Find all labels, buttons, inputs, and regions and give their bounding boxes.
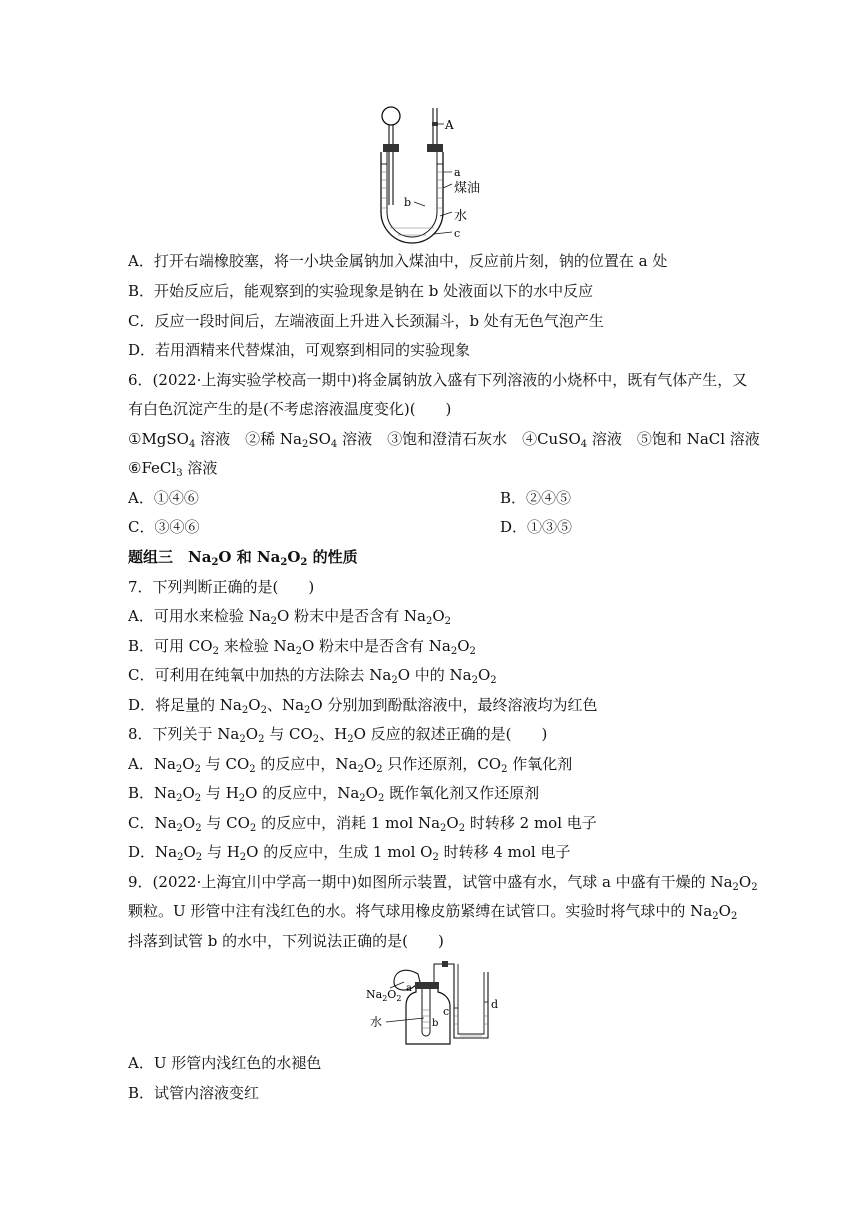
q9-option-a: A．U 形管内浅红色的水褪色 (128, 1054, 322, 1072)
test-tube-b (422, 989, 430, 1036)
label-water: 水 (370, 1015, 383, 1029)
q9-option-b: B．试管内溶液变红 (128, 1084, 260, 1102)
q5-option-a: A．打开右端橡胶塞，将一小块金属钠加入煤油中，反应前片刻，钠的位置在 a 处 (128, 252, 668, 270)
q6-solution-list-line2: ⑥FeCl$_3$ 溶液 (128, 459, 218, 479)
q6-option-b: B．②④⑤ (500, 489, 572, 507)
label-A: A (445, 118, 454, 132)
group3-title: 题组三 $Na_2O$ 和 $Na_2O_2$ 的性质 (128, 548, 358, 568)
label-d: d (491, 998, 499, 1011)
q9-stem-line2: 颗粒。U 形管中注有浅红色的水。将气球用橡皮筋紧缚在试管口。实验时将气球中的 $Na_2O_2$ (128, 902, 738, 922)
label-kerosene: 煤油 (454, 181, 480, 196)
q6-options-row1 (128, 487, 748, 509)
q6-options-row2 (128, 516, 748, 538)
q7-option-b: B．可用 $CO_2$ 来检验 $Na_2O$ 粉末中是否含有 $Na_2O_2$ (128, 637, 476, 657)
q5-option-c: C．反应一段时间后，左端液面上升进入长颈漏斗，b 处有无色气泡产生 (128, 312, 604, 330)
q5-option-d: D．若用酒精来代替煤油，可观察到相同的实验现象 (128, 341, 471, 359)
funnel-bulb (382, 107, 400, 125)
label-a: a (454, 166, 461, 179)
q7-option-c: C．可利用在纯氧中加热的方法除去 $Na_2O$ 中的 $Na_2O_2$ (128, 666, 497, 686)
balloon-test-tube-figure (364, 958, 512, 1050)
q8-stem: 8．下列关于 $Na_2O_2$ 与 $CO_2$、$H_2O$ 反应的叙述正确的是( ) (128, 725, 548, 745)
q5-option-b: B．开始反应后，能观察到的实验现象是钠在 b 处液面以下的水中反应 (128, 282, 594, 300)
q9-stem-line3: 抖落到试管 b 的水中，下列说法正确的是( ) (128, 932, 444, 950)
q8-option-c: C．$Na_2O_2$ 与 $CO_2$ 的反应中，消耗 1 mol $Na_2O_2$ 时转移 2 mol 电子 (128, 814, 597, 834)
right-stopper (427, 144, 443, 152)
q7-stem: 7．下列判断正确的是( ) (128, 578, 315, 596)
u-tube-c-d (452, 964, 488, 1038)
bottle-stopper (415, 982, 439, 989)
label-c: c (454, 227, 461, 240)
label-b: b (432, 1018, 439, 1029)
q7-option-d: D．将足量的 $Na_2O_2$、$Na_2O$ 分别加到酚酞溶液中，最终溶液均为红色 (128, 696, 598, 716)
q9-stem-line1: 9．(2022·上海宜川中学高一期中)如图所示装置，试管中盛有水，气球 a 中盛有干燥的 $Na_2O_2$ (128, 873, 758, 893)
label-na2o2: $Na_2O_2$ (366, 988, 402, 1003)
q6-stem-line1: 6．(2022·上海实验学校高一期中)将金属钠放入盛有下列溶液的小烧杯中，既有气体产生，又 (128, 371, 748, 389)
q8-option-b: B．$Na_2O_2$ 与 $H_2O$ 的反应中，$Na_2O_2$ 既作氧化剂又作还原剂 (128, 784, 540, 804)
q6-option-c: C．③④⑥ (128, 518, 200, 536)
q6-option-d: D．①③⑤ (500, 518, 573, 536)
label-b: b (404, 196, 412, 209)
q8-option-d: D．$Na_2O_2$ 与 $H_2O$ 的反应中，生成 1 mol $O_2$ 时转移 4 mol 电子 (128, 843, 571, 863)
label-water: 水 (454, 209, 468, 224)
q6-stem-line2: 有白色沉淀产生的是(不考虑溶液温度变化)( ) (128, 400, 452, 418)
q6-option-a: A．①④⑥ (128, 489, 199, 507)
label-c: c (443, 1005, 450, 1018)
q6-solution-list: ①MgSO$_4$ 溶液 ②稀 $Na_2SO_4$ 溶液 ③饱和澄清石灰水 ④CuSO$_4$ 溶液 ⑤饱和 NaCl 溶液 (128, 430, 760, 450)
q7-option-a: A．可用水来检验 $Na_2O$ 粉末中是否含有 $Na_2O_2$ (128, 607, 452, 627)
q8-option-a: A．$Na_2O_2$ 与 $CO_2$ 的反应中，$Na_2O_2$ 只作还原剂，$CO_2$ 作氧化剂 (128, 755, 573, 775)
left-stopper (383, 144, 399, 152)
label-a: a (406, 983, 412, 994)
u-tube-apparatus-figure (370, 100, 480, 245)
